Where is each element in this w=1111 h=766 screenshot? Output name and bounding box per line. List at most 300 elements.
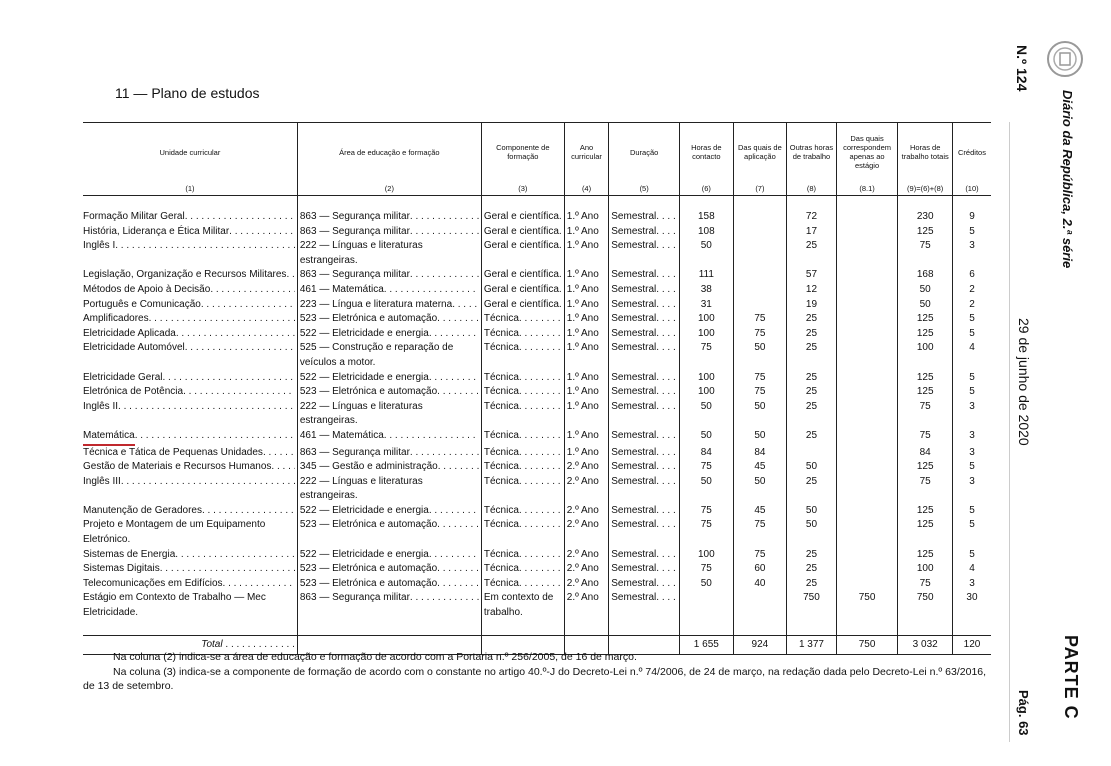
- duration: Semestral: [611, 592, 657, 604]
- duration: Semestral: [611, 577, 657, 589]
- total-hours: 100: [898, 341, 953, 370]
- side-divider: [1009, 122, 1010, 742]
- other-hours: 72: [787, 210, 837, 225]
- table-row: [83, 460, 991, 475]
- duration: Semestral: [611, 519, 657, 531]
- training-component-cell: [481, 429, 564, 446]
- application-hours: [733, 298, 787, 313]
- section-title: 11 — Plano de estudos: [115, 85, 260, 101]
- education-area: 522 — Eletricidade e energia: [299, 504, 429, 516]
- training-component: Técnica: [483, 313, 519, 325]
- curricular-unit: Sistemas de Energia: [83, 548, 176, 560]
- application-hours: 45: [733, 504, 787, 519]
- education-area-cell: [297, 298, 481, 313]
- training-component: Técnica: [483, 429, 519, 441]
- application-hours: 60: [733, 562, 787, 577]
- education-area-cell: [297, 460, 481, 475]
- total-hours: 75: [898, 577, 953, 592]
- table-row: [83, 283, 991, 298]
- training-component: Técnica: [483, 386, 519, 398]
- education-area: 523 — Eletrónica e automação: [299, 519, 438, 531]
- duration: Semestral: [611, 211, 657, 222]
- application-hours: [733, 268, 787, 283]
- total-hours: 125: [898, 460, 953, 475]
- column-header: Outras horas de trabalho: [787, 123, 837, 182]
- internship-hours: [836, 268, 898, 283]
- curricular-year: 1.º Ano: [564, 312, 608, 327]
- duration: Semestral: [611, 327, 657, 339]
- duration-cell: [609, 504, 680, 519]
- curricular-unit-cell: [83, 327, 297, 342]
- curricular-unit: História, Liderança e Ética Militar: [83, 225, 230, 237]
- internship-hours: [836, 385, 898, 400]
- curricular-unit-cell: [83, 210, 297, 225]
- column-number: (7): [733, 181, 787, 196]
- training-component: Geral e científica: [483, 211, 559, 222]
- training-component: Técnica: [483, 519, 519, 531]
- training-component: Técnica: [483, 577, 519, 589]
- total-other-hours: 1 377: [787, 635, 837, 654]
- training-component: Técnica: [483, 446, 519, 458]
- curricular-unit: Amplificadores: [83, 313, 149, 325]
- curricular-year: 1.º Ano: [564, 225, 608, 240]
- duration-cell: [609, 562, 680, 577]
- duration: Semestral: [611, 342, 657, 354]
- contact-hours: 50: [680, 475, 734, 504]
- training-component-cell: [481, 548, 564, 563]
- total-hours: 230: [898, 210, 953, 225]
- duration-cell: [609, 210, 680, 225]
- curricular-year: 2.º Ano: [564, 504, 608, 519]
- curricular-unit-cell: [83, 268, 297, 283]
- curricular-unit-cell: [83, 562, 297, 577]
- training-component: Técnica: [483, 342, 519, 354]
- curricular-unit-cell: [83, 225, 297, 240]
- publication-date: 29 de junho de 2020: [1016, 318, 1032, 446]
- credits: 5: [952, 327, 991, 342]
- other-hours: 25: [787, 327, 837, 342]
- column-number: (1): [83, 181, 297, 196]
- duration-cell: [609, 429, 680, 446]
- internship-hours: [836, 475, 898, 504]
- contact-hours: 100: [680, 312, 734, 327]
- duration: Semestral: [611, 240, 657, 252]
- total-hours: 3 032: [898, 635, 953, 654]
- duration-cell: [609, 460, 680, 475]
- curricular-unit-cell: [83, 475, 297, 504]
- note-col3: Na coluna (3) indica-se a componente de formação de acordo com o constante no artigo 40.º-J do Decreto-Lei n.º 74/2006, de 24 de março, na redação dada pelo Decreto-Lei n.º 63/2016, de 13 de setembro.: [83, 665, 987, 692]
- curricular-year: 1.º Ano: [564, 446, 608, 461]
- other-hours: 25: [787, 371, 837, 386]
- contact-hours: 100: [680, 371, 734, 386]
- table-row: [83, 312, 991, 327]
- credits: 3: [952, 446, 991, 461]
- application-hours: 75: [733, 327, 787, 342]
- curricular-year: 1.º Ano: [564, 429, 608, 446]
- contact-hours: 50: [680, 239, 734, 268]
- column-header: Área de educação e formação: [297, 123, 481, 182]
- training-component: Geral e científica: [483, 240, 559, 252]
- column-number: (4): [564, 181, 608, 196]
- curricular-year: 1.º Ano: [564, 283, 608, 298]
- duration-cell: [609, 577, 680, 592]
- training-component-cell: [481, 518, 564, 547]
- curricular-year: 1.º Ano: [564, 371, 608, 386]
- education-area: 345 — Gestão e administração: [299, 461, 438, 473]
- total-internship-hours: 750: [836, 635, 898, 654]
- curricular-unit: Matemática: [83, 429, 135, 446]
- other-hours: 25: [787, 312, 837, 327]
- curricular-year: 1.º Ano: [564, 327, 608, 342]
- table-row: [83, 385, 991, 400]
- application-hours: 75: [733, 385, 787, 400]
- internship-hours: [836, 210, 898, 225]
- training-component-cell: [481, 504, 564, 519]
- training-component: Geral e científica: [483, 269, 559, 281]
- education-area: 523 — Eletrónica e automação: [299, 563, 438, 575]
- other-hours: 25: [787, 562, 837, 577]
- education-area-cell: [297, 312, 481, 327]
- training-component-cell: [481, 312, 564, 327]
- column-header: Horas de trabalho totais: [898, 123, 953, 182]
- duration: Semestral: [611, 400, 657, 412]
- contact-hours: 75: [680, 460, 734, 475]
- table-row: [83, 225, 991, 240]
- column-header: Das quais de aplicação: [733, 123, 787, 182]
- education-area-cell: [297, 283, 481, 298]
- table-row: [83, 371, 991, 386]
- education-area: 863 — Segurança militar: [299, 225, 410, 237]
- credits: 30: [952, 591, 991, 620]
- curricular-unit: Sistemas Digitais: [83, 563, 160, 575]
- curricular-unit: Métodos de Apoio à Decisão: [83, 283, 211, 295]
- table-row: [83, 327, 991, 342]
- duration: Semestral: [611, 283, 657, 295]
- training-component-cell: [481, 460, 564, 475]
- curricular-unit-cell: [83, 460, 297, 475]
- training-component-cell: [481, 225, 564, 240]
- table-column-number-row: [83, 181, 991, 196]
- education-area: 523 — Eletrónica e automação: [299, 386, 438, 398]
- contact-hours: 100: [680, 327, 734, 342]
- contact-hours: 50: [680, 577, 734, 592]
- column-number: (9)=(6)+(8): [898, 181, 953, 196]
- curricular-unit-cell: [83, 429, 297, 446]
- curricular-unit: Inglês III: [83, 475, 121, 487]
- training-component-cell: [481, 400, 564, 429]
- education-area-cell: [297, 591, 481, 620]
- curricular-year: 2.º Ano: [564, 562, 608, 577]
- credits: 5: [952, 504, 991, 519]
- duration: Semestral: [611, 563, 657, 575]
- table-row: [83, 268, 991, 283]
- table-row: [83, 298, 991, 313]
- duration-cell: [609, 548, 680, 563]
- curricular-unit: Projeto e Montagem de um Equipamento Eletrónico.: [83, 519, 266, 546]
- part-label: PARTE C: [1061, 635, 1081, 720]
- total-hours: 125: [898, 385, 953, 400]
- training-component-cell: [481, 475, 564, 504]
- contact-hours: [680, 591, 734, 620]
- duration: Semestral: [611, 446, 657, 458]
- total-hours: 75: [898, 239, 953, 268]
- credits: 6: [952, 268, 991, 283]
- curricular-unit: Eletricidade Aplicada: [83, 327, 176, 339]
- curricular-unit: Inglês II: [83, 400, 119, 412]
- curricular-year: 1.º Ano: [564, 210, 608, 225]
- application-hours: 50: [733, 400, 787, 429]
- curricular-year: 1.º Ano: [564, 400, 608, 429]
- duration-cell: [609, 400, 680, 429]
- internship-hours: [836, 239, 898, 268]
- education-area: 863 — Segurança militar: [299, 269, 410, 281]
- internship-hours: [836, 518, 898, 547]
- table-row: [83, 446, 991, 461]
- curricular-unit-cell: [83, 400, 297, 429]
- internship-hours: [836, 298, 898, 313]
- training-component: Técnica: [483, 548, 519, 560]
- other-hours: 50: [787, 504, 837, 519]
- application-hours: 75: [733, 371, 787, 386]
- curricular-unit-cell: [83, 283, 297, 298]
- application-hours: 84: [733, 446, 787, 461]
- application-hours: [733, 210, 787, 225]
- credits: 3: [952, 577, 991, 592]
- application-hours: [733, 591, 787, 620]
- total-hours: 125: [898, 548, 953, 563]
- column-header: Duração: [609, 123, 680, 182]
- internship-hours: [836, 400, 898, 429]
- education-area-cell: [297, 371, 481, 386]
- column-number: (5): [609, 181, 680, 196]
- duration: Semestral: [611, 386, 657, 398]
- curricular-unit-cell: [83, 371, 297, 386]
- table-row: [83, 341, 991, 370]
- curricular-unit: Telecomunicações em Edifícios: [83, 577, 223, 589]
- total-contact-hours: 1 655: [680, 635, 734, 654]
- education-area-cell: [297, 504, 481, 519]
- internship-hours: [836, 225, 898, 240]
- training-component: Técnica: [483, 327, 519, 339]
- column-number: (8.1): [836, 181, 898, 196]
- curricular-year: 2.º Ano: [564, 548, 608, 563]
- other-hours: 25: [787, 341, 837, 370]
- other-hours: 12: [787, 283, 837, 298]
- total-hours: 750: [898, 591, 953, 620]
- duration: Semestral: [611, 269, 657, 281]
- training-component-cell: [481, 577, 564, 592]
- credits: 2: [952, 298, 991, 313]
- curricular-unit: Eletricidade Automóvel: [83, 342, 185, 354]
- curricular-unit: Técnica e Tática de Pequenas Unidades: [83, 446, 263, 458]
- credits: 5: [952, 548, 991, 563]
- curricular-year: 2.º Ano: [564, 518, 608, 547]
- curricular-year: 2.º Ano: [564, 475, 608, 504]
- application-hours: 75: [733, 312, 787, 327]
- contact-hours: 111: [680, 268, 734, 283]
- total-hours: 100: [898, 562, 953, 577]
- internship-hours: [836, 446, 898, 461]
- contact-hours: 158: [680, 210, 734, 225]
- duration: Semestral: [611, 313, 657, 325]
- other-hours: 50: [787, 518, 837, 547]
- total-hours: 84: [898, 446, 953, 461]
- total-hours: 125: [898, 312, 953, 327]
- curricular-unit: Eletricidade Geral: [83, 371, 163, 383]
- application-hours: 45: [733, 460, 787, 475]
- curricular-year: 2.º Ano: [564, 591, 608, 620]
- duration-cell: [609, 371, 680, 386]
- contact-hours: 31: [680, 298, 734, 313]
- internship-hours: [836, 548, 898, 563]
- credits: 5: [952, 385, 991, 400]
- total-hours: 125: [898, 518, 953, 547]
- other-hours: 50: [787, 460, 837, 475]
- other-hours: 17: [787, 225, 837, 240]
- duration: Semestral: [611, 225, 657, 237]
- table-row: [83, 239, 991, 268]
- credits: 4: [952, 341, 991, 370]
- duration: Semestral: [611, 548, 657, 560]
- duration: Semestral: [611, 461, 657, 473]
- training-component: Técnica: [483, 504, 519, 516]
- curricular-unit: Eletrónica de Potência: [83, 386, 184, 398]
- column-number: (6): [680, 181, 734, 196]
- credits: 9: [952, 210, 991, 225]
- duration-cell: [609, 283, 680, 298]
- duration: Semestral: [611, 504, 657, 516]
- curricular-unit-cell: [83, 385, 297, 400]
- internship-hours: [836, 504, 898, 519]
- curricular-unit: Inglês I: [83, 240, 116, 252]
- curricular-year: 2.º Ano: [564, 460, 608, 475]
- application-hours: 50: [733, 475, 787, 504]
- column-header: Das quais correspondem apenas ao estágio: [836, 123, 898, 182]
- education-area-cell: [297, 577, 481, 592]
- training-component-cell: [481, 385, 564, 400]
- education-area: 522 — Eletricidade e energia: [299, 371, 429, 383]
- contact-hours: 75: [680, 341, 734, 370]
- education-area-cell: [297, 327, 481, 342]
- curricular-unit: Gestão de Materiais e Recursos Humanos: [83, 461, 272, 473]
- duration-cell: [609, 327, 680, 342]
- table-row: [83, 429, 991, 446]
- contact-hours: 100: [680, 385, 734, 400]
- duration-cell: [609, 341, 680, 370]
- training-component: Técnica: [483, 475, 519, 487]
- column-header: Unidade curricular: [83, 123, 297, 182]
- training-component: Técnica: [483, 371, 519, 383]
- education-area-cell: [297, 268, 481, 283]
- table-row: [83, 577, 991, 592]
- table-row: [83, 475, 991, 504]
- column-header: Horas de contacto: [680, 123, 734, 182]
- application-hours: 40: [733, 577, 787, 592]
- training-component-cell: [481, 268, 564, 283]
- other-hours: 19: [787, 298, 837, 313]
- total-hours: 50: [898, 283, 953, 298]
- other-hours: 25: [787, 429, 837, 446]
- total-label: Total . . . . . . . . . . . . .: [83, 635, 297, 654]
- training-component: Geral e científica: [483, 225, 559, 237]
- application-hours: 75: [733, 548, 787, 563]
- education-area-cell: [297, 446, 481, 461]
- curricular-unit-cell: [83, 577, 297, 592]
- total-credits: 120: [952, 635, 991, 654]
- training-component-cell: [481, 298, 564, 313]
- internship-hours: [836, 460, 898, 475]
- credits: 5: [952, 312, 991, 327]
- duration-cell: [609, 591, 680, 620]
- training-component-cell: [481, 239, 564, 268]
- other-hours: 25: [787, 239, 837, 268]
- other-hours: [787, 446, 837, 461]
- total-hours: 168: [898, 268, 953, 283]
- training-component: Técnica: [483, 400, 519, 412]
- application-hours: 50: [733, 429, 787, 446]
- curricular-unit-cell: [83, 446, 297, 461]
- table-body: [83, 196, 991, 636]
- internship-hours: [836, 327, 898, 342]
- credits: 3: [952, 239, 991, 268]
- credits: 2: [952, 283, 991, 298]
- coat-of-arms-icon: [1046, 40, 1084, 78]
- other-hours: 25: [787, 475, 837, 504]
- curricular-unit-cell: [83, 298, 297, 313]
- note-col2: Na coluna (2) indica-se a área de educação e formação de acordo com a Portaria n.º 256/2005, de 16 de março.: [113, 651, 637, 663]
- training-component-cell: [481, 341, 564, 370]
- education-area: 863 — Segurança militar: [299, 211, 410, 222]
- training-component: Técnica: [483, 461, 519, 473]
- education-area-cell: [297, 548, 481, 563]
- total-hours: 50: [898, 298, 953, 313]
- total-hours: 75: [898, 400, 953, 429]
- total-hours: 125: [898, 504, 953, 519]
- education-area: 522 — Eletricidade e energia: [299, 327, 429, 339]
- table-header-row: [83, 123, 991, 182]
- duration-cell: [609, 385, 680, 400]
- journal-title: Diário da República, 2.ª série: [1060, 90, 1075, 269]
- training-component-cell: [481, 327, 564, 342]
- curricular-unit-cell: [83, 548, 297, 563]
- credits: 3: [952, 475, 991, 504]
- curricular-unit: Formação Militar Geral: [83, 211, 185, 222]
- issue-number: N.º 124: [1014, 45, 1030, 92]
- contact-hours: 100: [680, 548, 734, 563]
- other-hours: 750: [787, 591, 837, 620]
- table-row: [83, 518, 991, 547]
- other-hours: 25: [787, 548, 837, 563]
- total-hours: 125: [898, 327, 953, 342]
- education-area: 522 — Eletricidade e energia: [299, 548, 429, 560]
- education-area-cell: [297, 385, 481, 400]
- curricular-unit: Estágio em Contexto de Trabalho — Mec Eletricidade.: [83, 592, 266, 619]
- education-area: 461 — Matemática: [299, 429, 384, 441]
- training-component-cell: [481, 283, 564, 298]
- training-component-cell: [481, 210, 564, 225]
- education-area: 523 — Eletrónica e automação: [299, 313, 438, 325]
- curricular-unit: Português e Comunicação: [83, 298, 201, 310]
- other-hours: 25: [787, 577, 837, 592]
- internship-hours: [836, 341, 898, 370]
- internship-hours: [836, 283, 898, 298]
- training-component-cell: [481, 371, 564, 386]
- credits: 3: [952, 429, 991, 446]
- total-hours: 125: [898, 225, 953, 240]
- contact-hours: 75: [680, 518, 734, 547]
- education-area: 523 — Eletrónica e automação: [299, 577, 438, 589]
- curricular-year: 1.º Ano: [564, 385, 608, 400]
